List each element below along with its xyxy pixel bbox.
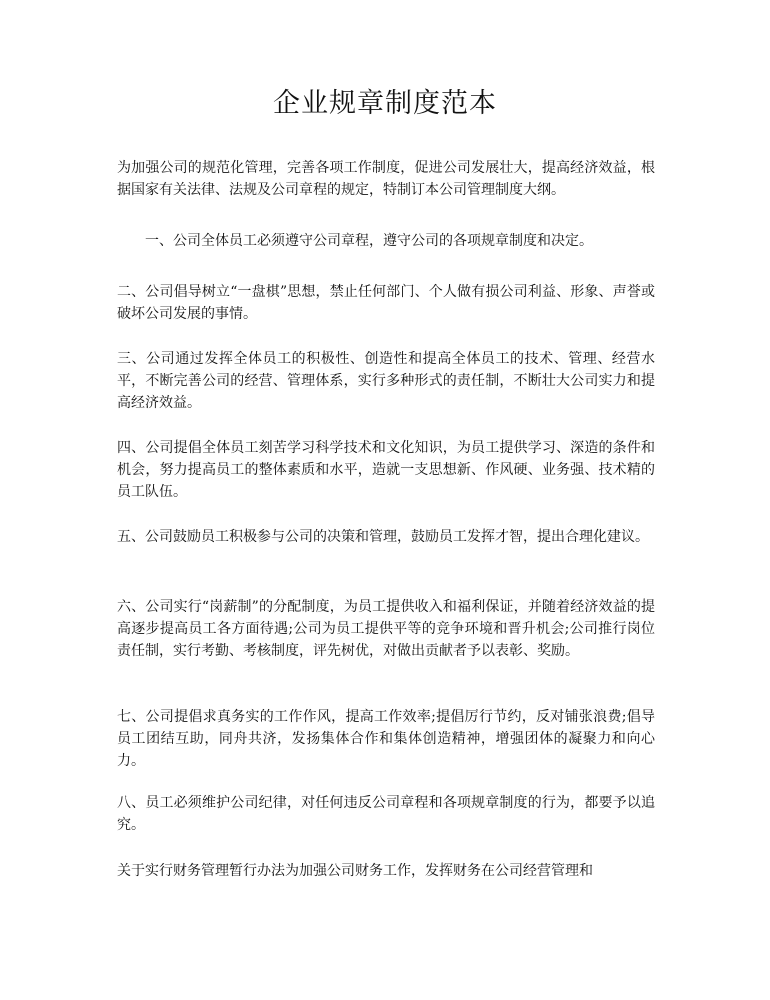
finance-paragraph: 关于实行财务管理暂行办法为加强公司财务工作，发挥财务在公司经营管理和: [117, 863, 593, 879]
clause-7: 七、公司提倡求真务实的工作作风，提高工作效率;提倡厉行节约，反对铺张浪费;倡导员工团结互助，同舟共济，发扬集体合作和集体创造精神，增强团体的凝聚力和向心力。: [117, 709, 655, 769]
clause-2: 二、公司倡导树立“一盘棋”思想，禁止任何部门、个人做有损公司利益、形象、声誉或破坏公司发展的事情。: [117, 284, 655, 322]
document-title: 企业规章制度范本: [273, 88, 497, 119]
clause-3: 三、公司通过发挥全体员工的积极性、创造性和提高全体员工的技术、管理、经营水平，不断完善公司的经营、管理体系，实行多种形式的责任制，不断壮大公司实力和提高经济效益。: [117, 351, 655, 411]
clause-6: 六、公司实行“岗薪制”的分配制度，为员工提供收入和福利保证，并随着经济效益的提高逐步提高员工各方面待遇;公司为员工提供平等的竞争环境和晋升机会;公司推行岗位责任制，实行考勤、考核制度，评先树优，对做出贡献者予以表彰、奖励。: [117, 599, 655, 659]
clause-5: 五、公司鼓励员工积极参与公司的决策和管理，鼓励员工发挥才智，提出合理化建议。: [117, 529, 649, 545]
clause-4: 四、公司提倡全体员工刻苦学习科学技术和文化知识，为员工提供学习、深造的条件和机会，努力提高员工的整体素质和水平，造就一支思想新、作风硬、业务强、技术精的员工队伍。: [117, 440, 655, 500]
clause-1: 一、公司全体员工必须遵守公司章程，遵守公司的各项规章制度和决定。: [145, 233, 593, 249]
clause-8: 八、员工必须维护公司纪律，对任何违反公司章程和各项规章制度的行为，都要予以追究。: [117, 795, 655, 833]
intro-paragraph: 为加强公司的规范化管理，完善各项工作制度，促进公司发展壮大，提高经济效益，根据国家有关法律、法规及公司章程的规定，特制订本公司管理制度大纲。: [117, 160, 655, 198]
